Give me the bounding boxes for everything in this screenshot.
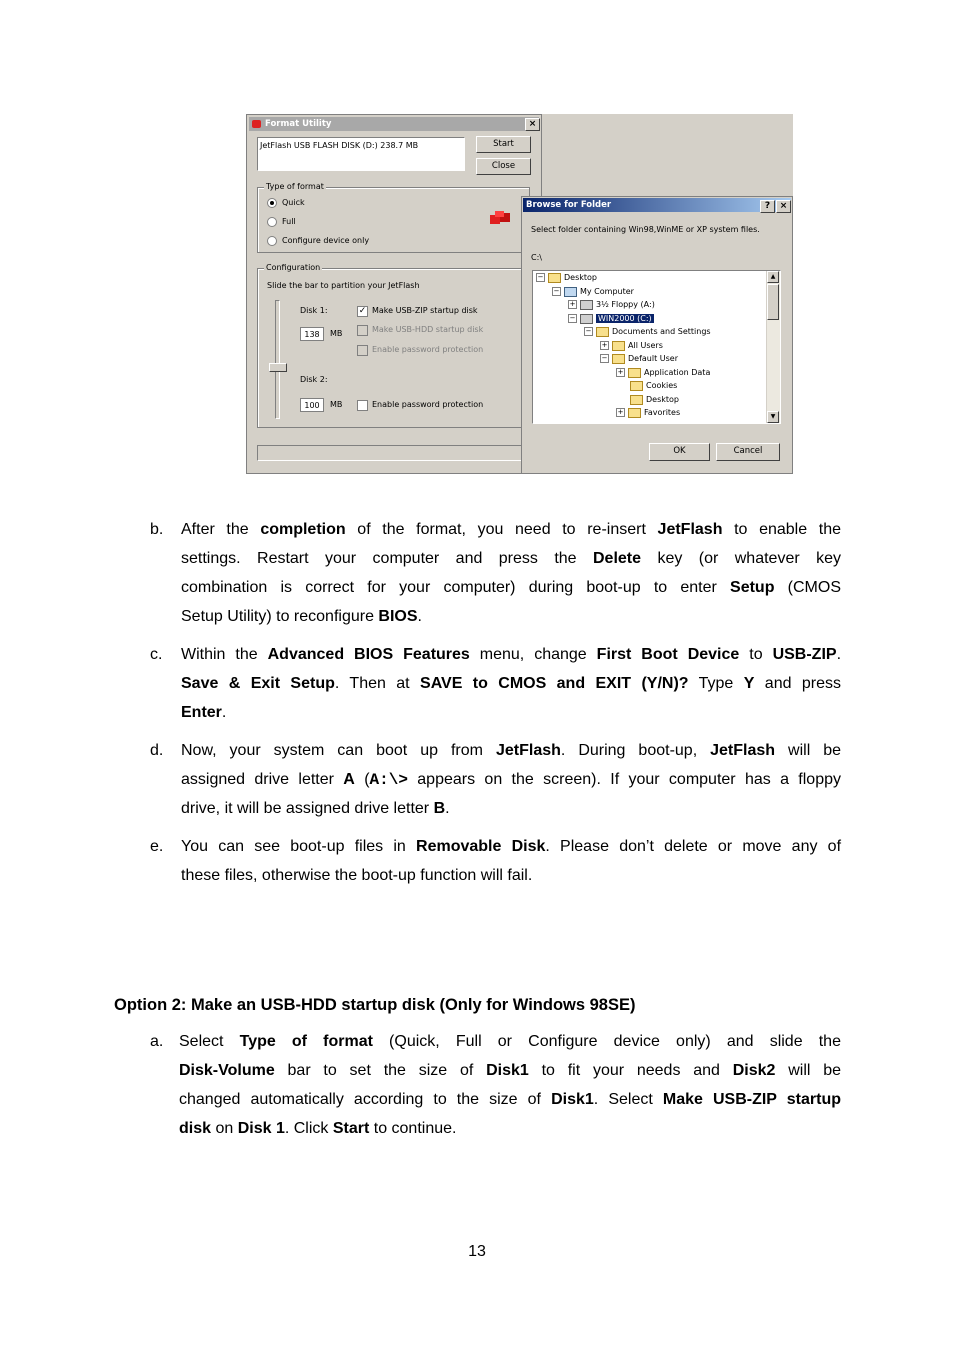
disk-volume-slider-track[interactable] xyxy=(275,300,280,419)
make-usb-zip-label: Make USB-ZIP startup disk xyxy=(372,306,478,315)
quick-radio[interactable] xyxy=(267,198,277,208)
tree-node[interactable] xyxy=(568,313,654,325)
tree-node-label: Default User xyxy=(628,354,679,363)
help-icon[interactable]: ? xyxy=(760,200,775,213)
browse-titlebar xyxy=(523,198,791,212)
jetflash-logo-icon xyxy=(252,120,261,128)
disk2-size-field[interactable]: 100 xyxy=(300,398,324,412)
red-cube-icon xyxy=(490,211,512,227)
collapse-icon[interactable]: − xyxy=(553,287,560,295)
step-e-marker: e. xyxy=(150,838,164,855)
text-line: You can see boot-up files in Removable Disk. Please don’t delete or move any of xyxy=(181,838,842,855)
tree-node[interactable] xyxy=(600,353,678,365)
tree-node-label: All Users xyxy=(628,341,663,350)
full-radio[interactable] xyxy=(267,217,277,227)
format-utility-window xyxy=(246,114,542,474)
floppy-drive-icon xyxy=(580,300,593,310)
expand-icon[interactable]: + xyxy=(601,341,608,349)
tree-scrollbar[interactable] xyxy=(766,271,780,423)
collapse-icon[interactable]: − xyxy=(569,314,576,322)
text-line: Select Type of format (Quick, Full or Configure device only) and slide the xyxy=(179,1033,841,1050)
ok-button[interactable]: OK xyxy=(649,443,710,461)
desktop-icon xyxy=(548,273,561,283)
text-line: Disk-Volume bar to set the size of Disk1 to fit your needs and Disk2 will be xyxy=(179,1062,842,1079)
text-line: Enter. xyxy=(181,704,227,721)
scroll-up-icon[interactable]: ▲ xyxy=(767,271,779,283)
tree-node-label: 3½ Floppy (A:) xyxy=(596,300,655,309)
option2-step-a xyxy=(179,1027,841,1143)
device-item[interactable]: JetFlash USB FLASH DISK (D:) 238.7 MB xyxy=(260,141,419,150)
close-icon[interactable]: × xyxy=(525,118,540,131)
disk2-label: Disk 2: xyxy=(300,375,328,384)
step-b-marker: b. xyxy=(150,521,164,538)
scroll-thumb[interactable] xyxy=(767,284,779,320)
text-line: Setup Utility) to reconfigure BIOS. xyxy=(181,608,422,625)
tree-node[interactable] xyxy=(536,272,597,284)
configuration-group xyxy=(257,263,530,428)
disk1-label: Disk 1: xyxy=(300,306,328,315)
expand-icon[interactable]: + xyxy=(617,368,624,376)
tree-node-label: Favorites xyxy=(644,408,681,417)
make-usb-hdd-label: Make USB-HDD startup disk xyxy=(372,325,484,334)
tree-node[interactable] xyxy=(568,299,655,311)
configure-label: Configure device only xyxy=(282,236,370,245)
configuration-label: Configuration xyxy=(266,263,321,272)
screenshot-figure xyxy=(246,114,793,474)
slide-hint: Slide the bar to partition your JetFlash xyxy=(267,281,420,290)
tree-node[interactable] xyxy=(616,407,680,419)
text-line: drive, it will be assigned drive letter B. xyxy=(181,800,450,817)
text-line: assigned drive letter A (A:\> appears on the screen). If your computer has a floppy xyxy=(181,771,841,789)
option2-heading: Option 2: Make an USB-HDD startup disk (Only for Windows 98SE) xyxy=(114,996,636,1014)
text-line: settings. Restart your computer and press the Delete key (or whatever key xyxy=(181,550,841,567)
tree-node-label: My Computer xyxy=(580,287,634,296)
tree-node[interactable] xyxy=(630,380,677,392)
disk1-password-checkbox xyxy=(357,345,368,356)
tree-node-label: Desktop xyxy=(564,273,597,282)
format-utility-titlebar xyxy=(249,117,539,131)
step-c xyxy=(181,640,841,727)
tree-node[interactable] xyxy=(584,326,711,338)
step-b xyxy=(181,515,841,631)
tree-node-label: WIN2000 (C:) xyxy=(598,314,652,323)
close-icon[interactable]: × xyxy=(776,200,791,213)
start-button[interactable]: Start xyxy=(476,136,531,153)
cancel-button[interactable]: Cancel xyxy=(716,443,780,461)
configure-radio[interactable] xyxy=(267,236,277,246)
text-line: Save & Exit Setup. Then at SAVE to CMOS and EXIT (Y/N)? Type Y and press xyxy=(181,675,842,692)
folder-icon xyxy=(612,354,625,364)
disk1-password-label: Enable password protection xyxy=(372,345,484,354)
make-usb-hdd-checkbox xyxy=(357,325,368,336)
quick-label: Quick xyxy=(282,198,305,207)
collapse-icon[interactable]: − xyxy=(601,354,608,362)
text-line: Within the Advanced BIOS Features menu, change First Boot Device to USB-ZIP. xyxy=(181,646,842,663)
browse-title: Browse for Folder xyxy=(526,200,612,210)
browse-instruction: Select folder containing Win98,WinME or XP system files. xyxy=(531,225,760,234)
step-e xyxy=(181,832,841,890)
type-of-format-label: Type of format xyxy=(266,182,324,191)
tree-node-label: Cookies xyxy=(646,381,678,390)
expand-icon[interactable]: + xyxy=(569,300,576,308)
scroll-down-icon[interactable]: ▼ xyxy=(767,411,779,423)
tree-node-label: Desktop xyxy=(646,395,679,404)
collapse-icon[interactable]: − xyxy=(537,273,544,281)
text-line: disk on Disk 1. Click Start to continue. xyxy=(179,1120,457,1137)
tree-node[interactable] xyxy=(552,286,634,298)
disk1-size-field[interactable]: 138 xyxy=(300,327,324,341)
full-label: Full xyxy=(282,217,296,226)
folder-icon xyxy=(596,327,609,337)
tree-node[interactable] xyxy=(630,394,679,406)
disk1-unit: MB xyxy=(330,329,343,338)
text-line: changed automatically according to the size of Disk1. Select Make USB-ZIP startup xyxy=(179,1091,841,1108)
folder-tree[interactable] xyxy=(532,270,781,424)
browse-for-folder-dialog xyxy=(521,196,793,474)
step-a-marker: a. xyxy=(150,1033,164,1050)
folder-icon xyxy=(628,368,641,378)
disk-volume-slider-thumb[interactable] xyxy=(269,363,287,372)
text-line: these files, otherwise the boot-up function will fail. xyxy=(181,867,533,884)
folder-icon xyxy=(612,341,625,351)
folder-icon xyxy=(630,395,643,405)
disk2-password-label: Enable password protection xyxy=(372,400,484,409)
step-d-marker: d. xyxy=(150,742,164,759)
tree-node-label: Application Data xyxy=(644,368,711,377)
computer-icon xyxy=(564,287,577,297)
tree-node[interactable] xyxy=(600,340,663,352)
make-usb-zip-checkbox[interactable]: ✓ xyxy=(358,306,367,316)
step-c-marker: c. xyxy=(150,646,163,663)
page-number: 13 xyxy=(468,1243,486,1260)
disk2-password-checkbox[interactable] xyxy=(357,400,368,411)
text-line: After the completion of the format, you need to re-insert JetFlash to enable the xyxy=(181,521,842,538)
hard-drive-icon xyxy=(580,314,593,324)
close-button[interactable]: Close xyxy=(476,158,531,175)
format-progress-bar xyxy=(257,445,529,461)
format-utility-title: Format Utility xyxy=(265,119,332,129)
disk2-unit: MB xyxy=(330,400,343,409)
folder-icon xyxy=(628,408,641,418)
folder-icon xyxy=(630,381,643,391)
collapse-icon[interactable]: − xyxy=(585,327,592,335)
tree-node-label: Documents and Settings xyxy=(612,327,711,336)
text-line: combination is correct for your computer) during boot-up to enter Setup (CMOS xyxy=(181,579,841,596)
device-list[interactable] xyxy=(257,137,465,171)
selected-path: C:\ xyxy=(531,253,542,262)
text-line: Now, your system can boot up from JetFlash. During boot-up, JetFlash will be xyxy=(181,742,842,759)
expand-icon[interactable]: + xyxy=(617,408,624,416)
tree-node[interactable] xyxy=(616,367,710,379)
step-d xyxy=(181,736,841,823)
